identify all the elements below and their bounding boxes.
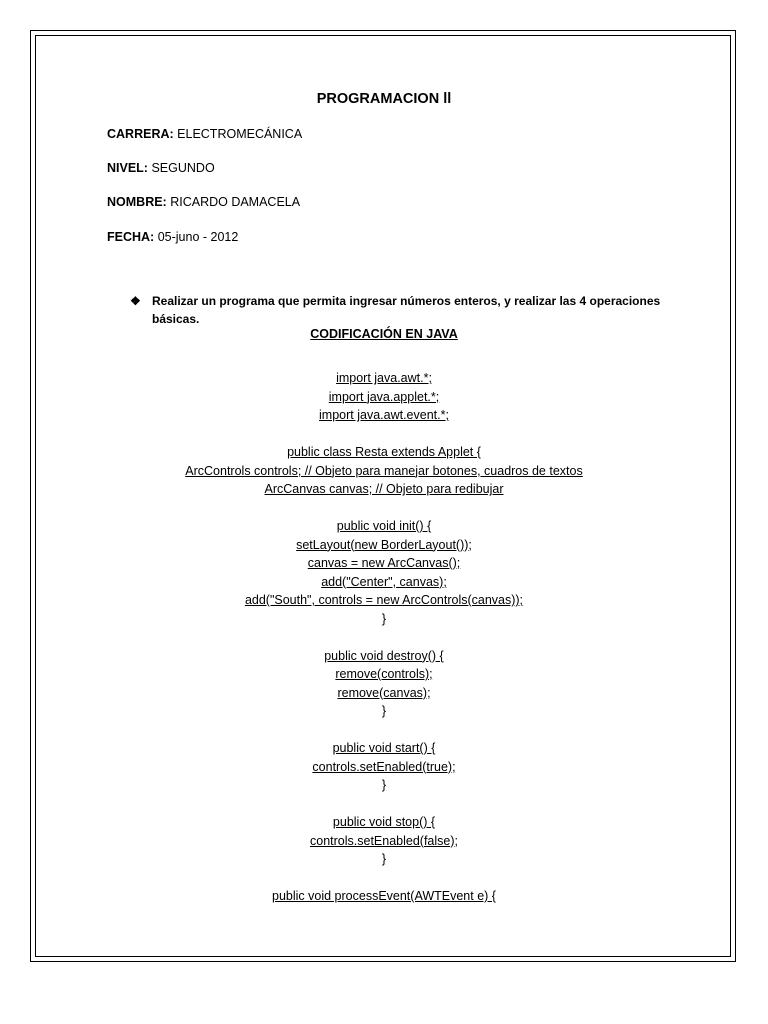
code-line-text: controls.setEnabled(false); — [310, 833, 458, 848]
field-carrera — [107, 127, 302, 141]
code-line-text: public void processEvent(AWTEvent e) { — [272, 889, 496, 903]
code-line — [0, 406, 768, 425]
code-line-text: import java.applet.*; — [328, 389, 440, 404]
code-line — [0, 832, 768, 851]
code-line-text: add("South", controls = new ArcControls(canvas)); — [244, 593, 524, 607]
code-line-text: public void start() { — [332, 741, 436, 755]
code-line — [0, 647, 768, 666]
code-line — [0, 758, 768, 777]
code-blank-line — [0, 628, 768, 647]
code-line — [0, 517, 768, 536]
code-blank-line — [0, 425, 768, 444]
diamond-bullet-icon: ❖ — [130, 294, 141, 308]
code-line-text: } — [381, 704, 387, 718]
code-line-text: remove(controls); — [335, 667, 433, 681]
code-line — [0, 776, 768, 795]
code-block — [0, 369, 768, 906]
code-line — [0, 554, 768, 573]
code-blank-line — [0, 499, 768, 518]
document-title: PROGRAMACION ll — [316, 91, 452, 107]
code-line-text: public class Resta extends Applet { — [287, 445, 481, 459]
code-line-text: import java.awt.*; — [336, 371, 432, 385]
code-line — [0, 739, 768, 758]
field-value: ELECTROMECÁNICA — [177, 127, 303, 141]
code-line-text: } — [381, 611, 387, 626]
field-value: 05-juno - 2012 — [157, 230, 239, 244]
code-line-text: public void destroy() { — [324, 648, 444, 663]
field-label: NOMBRE: — [107, 195, 167, 209]
code-line — [0, 536, 768, 555]
code-blank-line — [0, 795, 768, 814]
code-line — [0, 684, 768, 703]
code-line-text: setLayout(new BorderLayout()); — [296, 537, 472, 552]
code-line — [0, 665, 768, 684]
code-line-text: public void stop() { — [332, 815, 436, 829]
code-line — [0, 388, 768, 407]
code-line-text: ArcCanvas canvas; // Objeto para redibujar — [264, 482, 504, 496]
code-line — [0, 610, 768, 629]
field-nombre — [107, 195, 300, 209]
task-text: Realizar un programa que permita ingresar números enteros, y realizar las 4 operaciones básicas. — [152, 294, 661, 326]
code-line — [0, 573, 768, 592]
code-line — [0, 369, 768, 388]
code-line — [0, 480, 768, 499]
code-line-text: add("Center", canvas); — [321, 574, 447, 589]
code-line-text: } — [381, 778, 387, 792]
code-line — [0, 462, 768, 481]
code-line-text: public void init() { — [336, 519, 432, 533]
code-line-text: controls.setEnabled(true); — [312, 759, 456, 774]
code-line — [0, 591, 768, 610]
field-label: CARRERA: — [107, 127, 174, 141]
code-line — [0, 813, 768, 832]
code-line-text: canvas = new ArcCanvas(); — [307, 556, 461, 570]
code-line-text: } — [381, 852, 387, 866]
code-line-text: import java.awt.event.*; — [319, 408, 449, 422]
code-line — [0, 702, 768, 721]
field-nivel — [107, 161, 215, 175]
code-line — [0, 443, 768, 462]
code-heading: CODIFICACIÓN EN JAVA — [310, 327, 458, 341]
field-value: SEGUNDO — [151, 161, 215, 175]
field-label: FECHA: — [107, 230, 155, 244]
field-label: NIVEL: — [107, 161, 148, 175]
code-blank-line — [0, 869, 768, 888]
code-line — [0, 850, 768, 869]
code-line — [0, 887, 768, 906]
field-value: RICARDO DAMACELA — [170, 195, 301, 209]
code-line-text: ArcControls controls; // Objeto para manejar botones, cuadros de textos — [185, 463, 583, 478]
code-blank-line — [0, 721, 768, 740]
field-fecha — [107, 230, 238, 244]
code-line-text: remove(canvas); — [337, 685, 431, 700]
